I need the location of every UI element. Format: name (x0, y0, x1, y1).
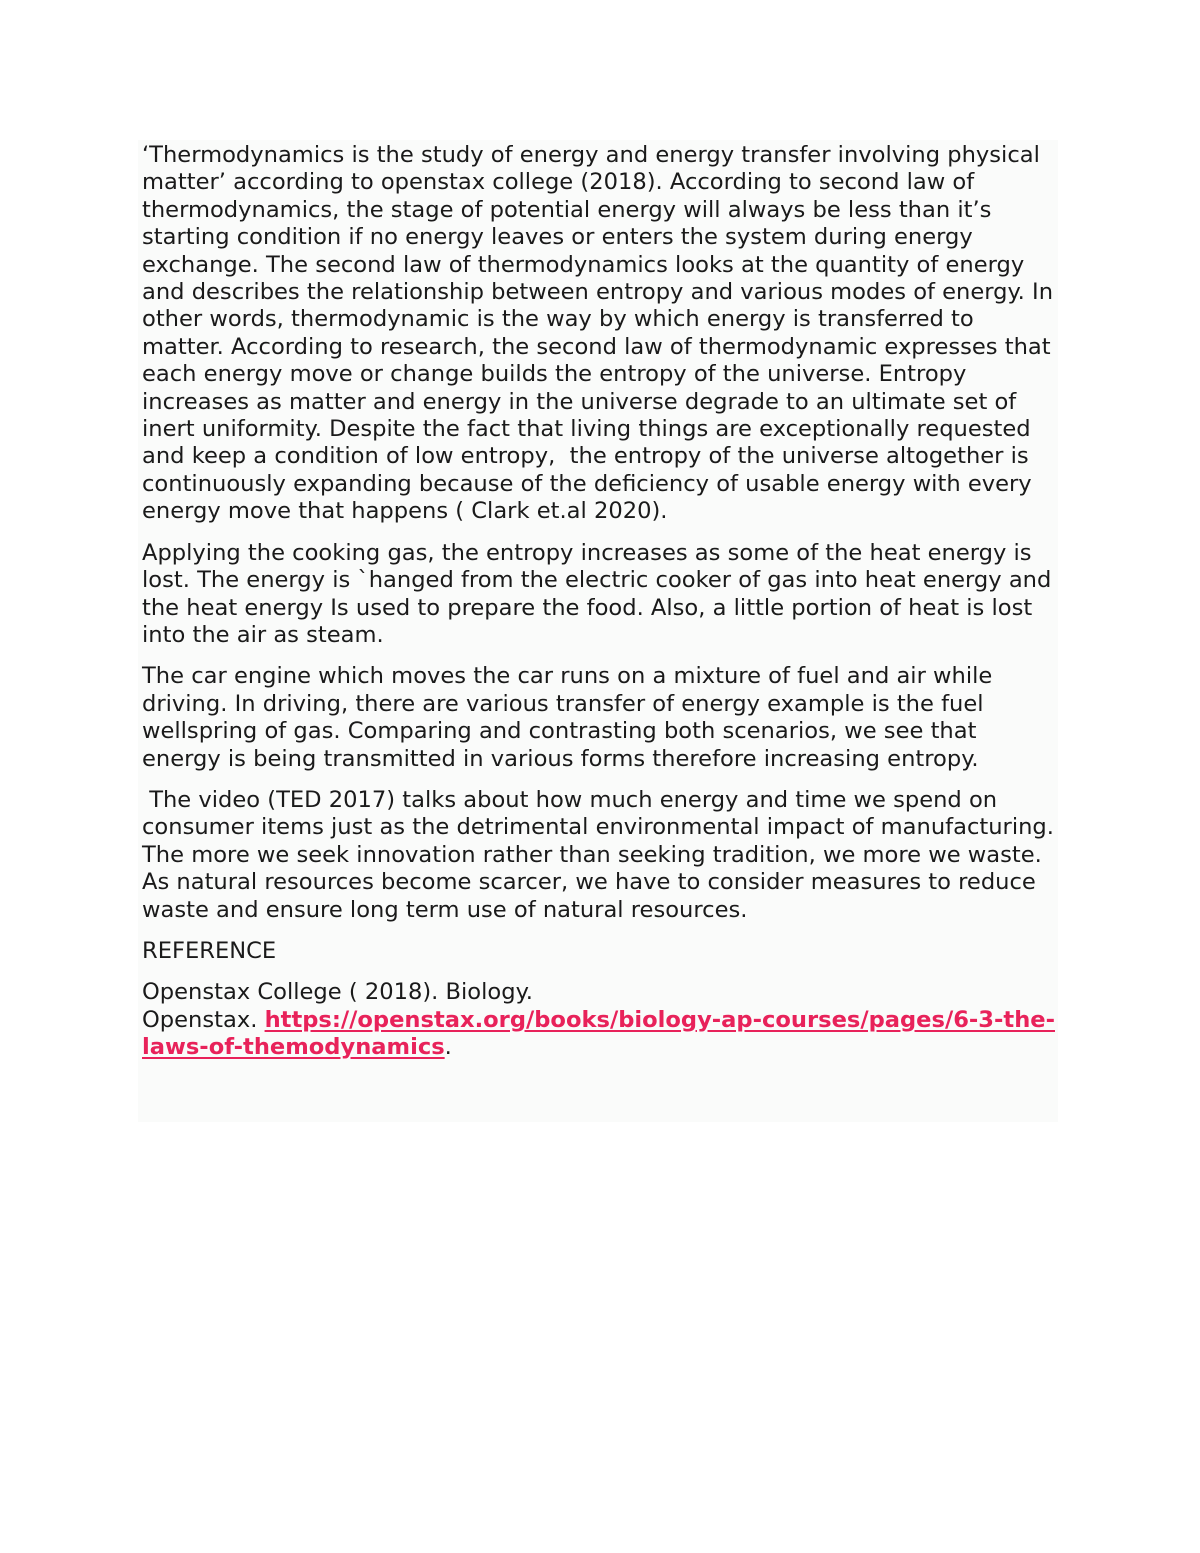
citation-link[interactable]: https://openstax.org/books/biology-ap-courses/pages/6-3-the-laws-of-themodynamics (142, 1006, 1055, 1061)
paragraph-car-engine: The car engine which moves the car runs on a mixture of fuel and air while driving. In driving, there are various transfer of energy example is the fuel wellspring of gas. Comparing and contrasting both scenarios, we see that energy is being transmitted in various forms therefore increasing entropy. (142, 663, 1000, 772)
reference-citation (142, 979, 1058, 1061)
reference-heading: REFERENCE (142, 937, 277, 964)
citation-suffix: . (444, 1034, 452, 1061)
citation-line-1: Openstax College ( 2018). Biology. (142, 979, 533, 1006)
paragraph-ted-video: The video (TED 2017) talks about how much energy and time we spend on consumer items just as the detrimental environmental impact of manufacturing. The more we seek innovation rather than seeking tradition, we more we waste. As natural resources become scarcer, we have to consider measures to reduce waste and ensure long term use of natural resources. (142, 786, 1062, 923)
paragraph-cooking-gas: Applying the cooking gas, the entropy increases as some of the heat energy is lost. The energy is `hanged from the electric cooker of gas into heat energy and the heat energy Is used to prepare the food. Also, a little portion of heat is lost into the air as steam. (142, 539, 1059, 648)
document-body (138, 140, 1062, 1122)
paragraph-thermodynamics-intro: ‘Thermodynamics is the study of energy and energy transfer involving physical matter’ according to openstax college (2018). According to second law of thermodynamics, the stage of potential energy will always be less than it’s starting condition if no energy leaves or enters the system during energy exchange. The second law of thermodynamics looks at the quantity of energy and describes the relationship between entropy and various modes of energy. In other words, thermodynamic is the way by which energy is transferred to matter. According to research, the second law of thermodynamic expresses that each energy move or change builds the entropy of the universe. Entropy increases as matter and energy in the universe degrade to an ultimate set of inert uniformity. Despite the fact that living things are exceptionally requested and keep a condition of low entropy, the entropy of the universe altogether is continuously expanding because of the deficiency of usable energy with every energy move that happens ( Clark et.al 2020). (142, 142, 1061, 525)
citation-prefix: Openstax. (142, 1006, 265, 1033)
